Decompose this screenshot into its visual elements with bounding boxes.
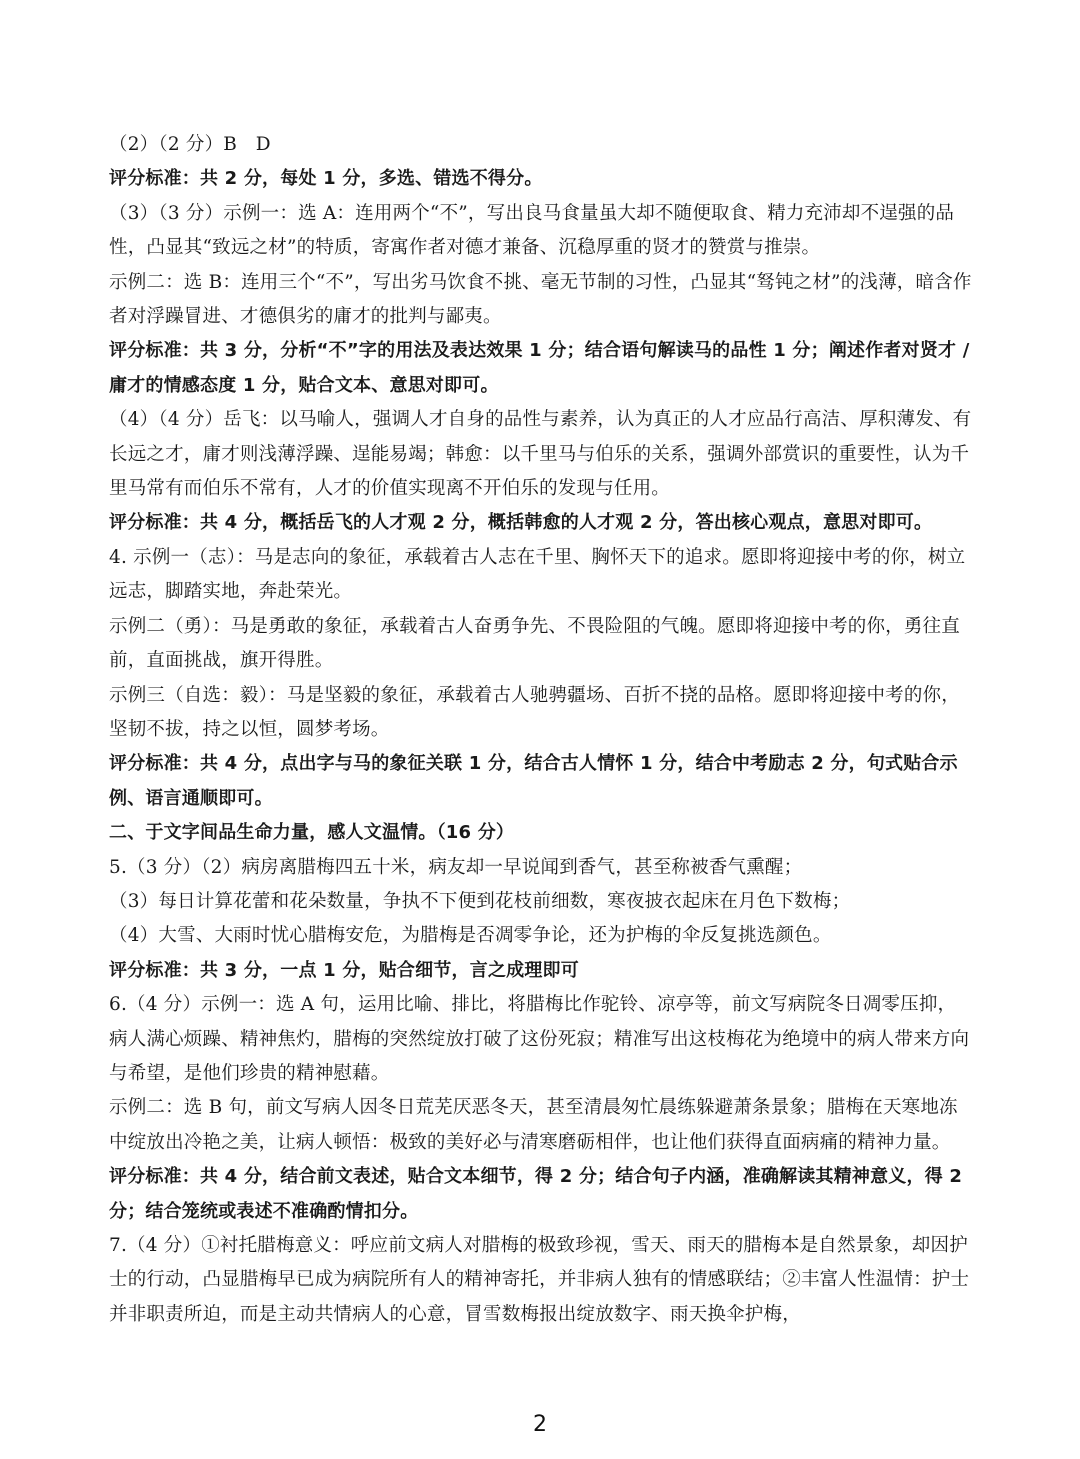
answer-4-example-2: 示例二（勇）：马是勇敢的象征，承载着古人奋勇争先、不畏险阻的气魄。愿即将迎接中考的你，勇往直前，直面挑战，旗开得胜。 — [109, 615, 960, 672]
answer-5-point-3: （3）每日计算花蕾和花朵数量，争执不下便到花枝前细数，寒夜披衣起床在月色下数梅； — [109, 890, 851, 912]
scoring-criteria-2-2: 评分标准：共 2 分，每处 1 分，多选、错选不得分。 — [109, 168, 543, 190]
answer-2-3-example-2: 示例二：选 B：连用三个“不”，写出劣马饮食不挑、毫无节制的习性，凸显其“驽钝之材”的浅薄，暗含作者对浮躁冒进、才德俱劣的庸才的批判与鄙夷。 — [109, 271, 972, 328]
scoring-criteria-4: 评分标准：共 4 分，点出字与马的象征关联 1 分，结合古人情怀 1 分，结合中考励志 2 分，句式贴合示例、语言通顺即可。 — [109, 753, 958, 809]
scoring-criteria-5: 评分标准：共 3 分，一点 1 分，贴合细节，言之成理即可 — [109, 959, 579, 981]
answer-5-point-4: （4）大雪、大雨时忧心腊梅安危，为腊梅是否凋零争论，还为护梅的伞反复挑选颜色。 — [109, 925, 832, 947]
scoring-criteria-2-4: 评分标准：共 4 分，概括岳飞的人才观 2 分，概括韩愈的人才观 2 分，答出核心观点，意思对即可。 — [109, 512, 933, 534]
answer-2-2: （2）（2 分）B D — [109, 134, 271, 155]
answer-2-4: （4）（4 分）岳飞：以马喻人，强调人才自身的品性与素养，认为真正的人才应品行高洁、厚积薄发、有长远之才，庸才则浅薄浮躁、逞能易竭；韩愈：以千里马与伯乐的关系，强调外部赏识的重要性，认为千里马常有而伯乐不常有，人才的价值实现离不开伯乐的发现与任用。 — [109, 409, 972, 500]
answer-2-3-example-1: （3）（3 分）示例一：选 A：连用两个“不”，写出良马食量虽大却不随便取食、精力充沛却不逞强的品性，凸显其“致远之材”的特质，寄寓作者对德才兼备、沉稳厚重的贤才的赞赏与推崇。 — [109, 202, 955, 259]
answer-6-example-2: 示例二：选 B 句，前文写病人因冬日荒芜厌恶冬天，甚至清晨匆忙晨练躲避萧条景象；腊梅在天寒地冻中绽放出冷艳之美，让病人顿悟：极致的美好必与清寒磨砺相伴，也让他们获得直面病痛的精神力量。 — [109, 1097, 958, 1153]
answer-6-example-1: 6.（4 分）示例一：选 A 句，运用比喻、排比，将腊梅比作驼铃、凉亭等，前文写病院冬日凋零压抑，病人满心烦躁、精神焦灼，腊梅的突然绽放打破了这份死寂；精准写出这枝梅花为绝境中的病人带来方向与希望，是他们珍贵的精神慰藉。 — [109, 994, 970, 1084]
answer-7: 7.（4 分）①衬托腊梅意义：呼应前文病人对腊梅的极致珍视，雪天、雨天的腊梅本是自然景象，却因护士的行动，凸显腊梅早已成为病院所有人的精神寄托，并非病人独有的情感联结；②丰富人性温情：护士并非职责所迫，而是主动共情病人的心意，冒雪数梅报出绽放数字、雨天换伞护梅， — [109, 1235, 970, 1325]
answer-5-point-2: 5.（3 分）（2）病房离腊梅四五十米，病友却一早说闻到香气，甚至称被香气熏醒； — [109, 856, 803, 878]
answer-content — [109, 128, 974, 1332]
answer-4-example-3: 示例三（自选：毅）：马是坚毅的象征，承载着古人驰骋疆场、百折不挠的品格。愿即将迎接中考的你，坚韧不拔，持之以恒，圆梦考场。 — [109, 684, 960, 740]
scoring-criteria-2-3: 评分标准：共 3 分，分析“不”字的用法及表达效果 1 分；结合语句解读马的品性 1 分；阐述作者对贤才 / 庸才的情感态度 1 分，贴合文本、意思对即可。 — [109, 340, 970, 396]
page-number: 2 — [533, 1412, 547, 1437]
scoring-criteria-6: 评分标准：共 4 分，结合前文表述，贴合文本细节，得 2 分；结合句子内涵，准确解读其精神意义，得 2 分；结合笼统或表述不准确酌情扣分。 — [109, 1166, 963, 1222]
section-heading-2: 二、于文字间品生命力量，感人文温情。（16 分） — [109, 822, 515, 844]
answer-4-example-1: 4. 示例一（志）：马是志向的象征，承载着古人志在千里、胸怀天下的追求。愿即将迎接中考的你，树立远志，脚踏实地，奔赴荣光。 — [109, 546, 966, 603]
